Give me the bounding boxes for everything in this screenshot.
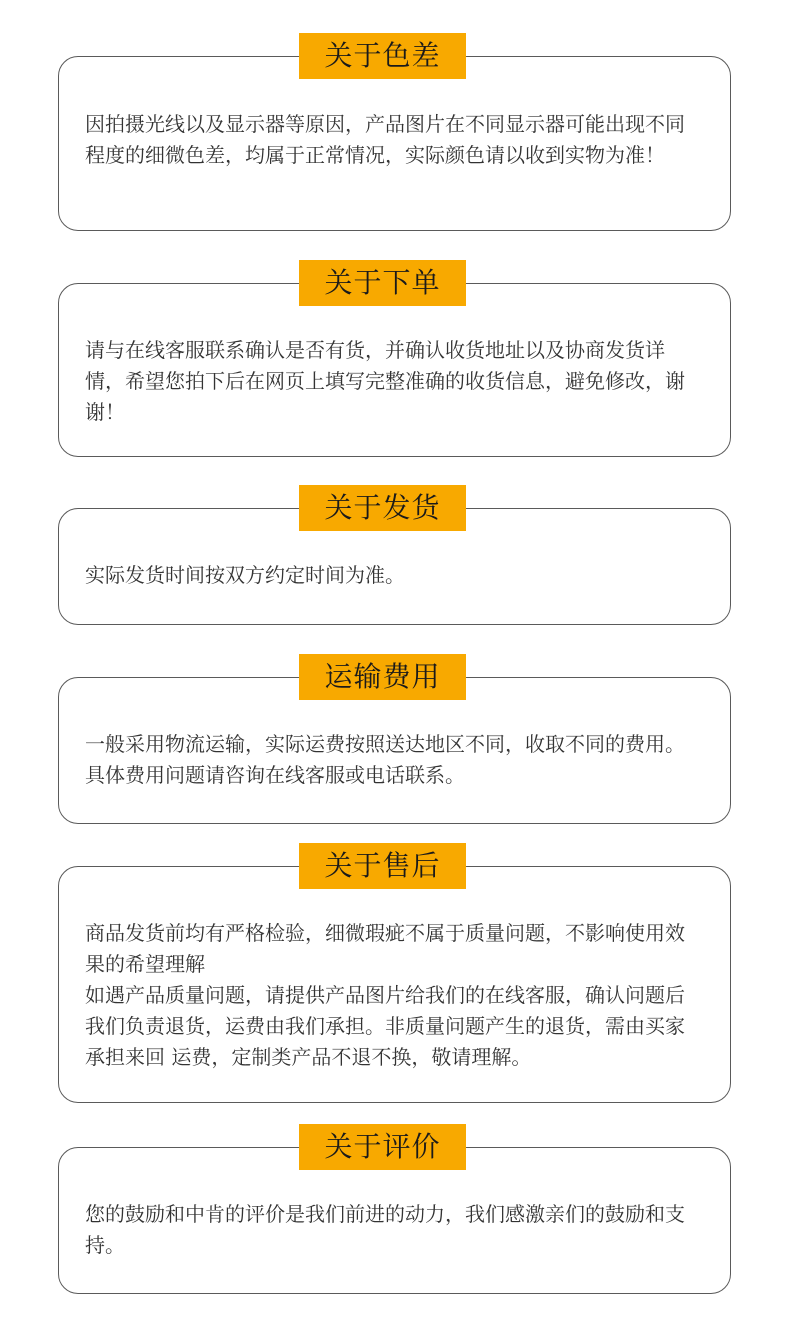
- section-reviews: [58, 1124, 733, 1294]
- section-body: [85, 335, 704, 428]
- section-body: [85, 560, 704, 591]
- section-title: 运输费用: [299, 654, 466, 700]
- section-body: [85, 1199, 704, 1261]
- section-shipping-fee: [58, 654, 733, 824]
- section-title: 关于发货: [299, 485, 466, 531]
- section-paragraph: 实际发货时间按双方约定时间为准。: [85, 563, 405, 587]
- section-paragraph: 您的鼓励和中肯的评价是我们前进的动力，我们感激亲们的鼓励和支持。: [85, 1202, 685, 1257]
- section-title: 关于色差: [299, 33, 466, 79]
- section-paragraph: 一般采用物流运输，实际运费按照送达地区不同，收取不同的费用。具体费用问题请咨询在线客服或电话联系。: [85, 732, 685, 787]
- section-color-difference: [58, 33, 733, 231]
- section-body: [85, 918, 704, 1073]
- section-body: [85, 729, 704, 791]
- section-shipping: [58, 485, 733, 625]
- section-after-sales: [58, 843, 733, 1103]
- section-box: [58, 56, 731, 231]
- section-title: 关于下单: [299, 260, 466, 306]
- section-box: [58, 283, 731, 457]
- section-ordering: [58, 260, 733, 457]
- section-box: [58, 866, 731, 1103]
- section-paragraph: 请与在线客服联系确认是否有货，并确认收货地址以及协商发货详情，希望您拍下后在网页上填写完整准确的收货信息，避免修改，谢谢！: [85, 338, 685, 424]
- section-paragraph: 如遇产品质量问题，请提供产品图片给我们的在线客服，确认问题后我们负责退货，运费由我们承担。非质量问题产生的退货，需由买家承担来回 运费，定制类产品不退不换，敬请理解。: [85, 983, 685, 1069]
- section-paragraph: 商品发货前均有严格检验，细微瑕疵不属于质量问题，不影响使用效果的希望理解: [85, 921, 685, 976]
- section-title: 关于售后: [299, 843, 466, 889]
- section-title: 关于评价: [299, 1124, 466, 1170]
- section-paragraph: 因拍摄光线以及显示器等原因，产品图片在不同显示器可能出现不同程度的细微色差，均属于正常情况，实际颜色请以收到实物为准！: [85, 112, 685, 167]
- section-body: [85, 109, 704, 171]
